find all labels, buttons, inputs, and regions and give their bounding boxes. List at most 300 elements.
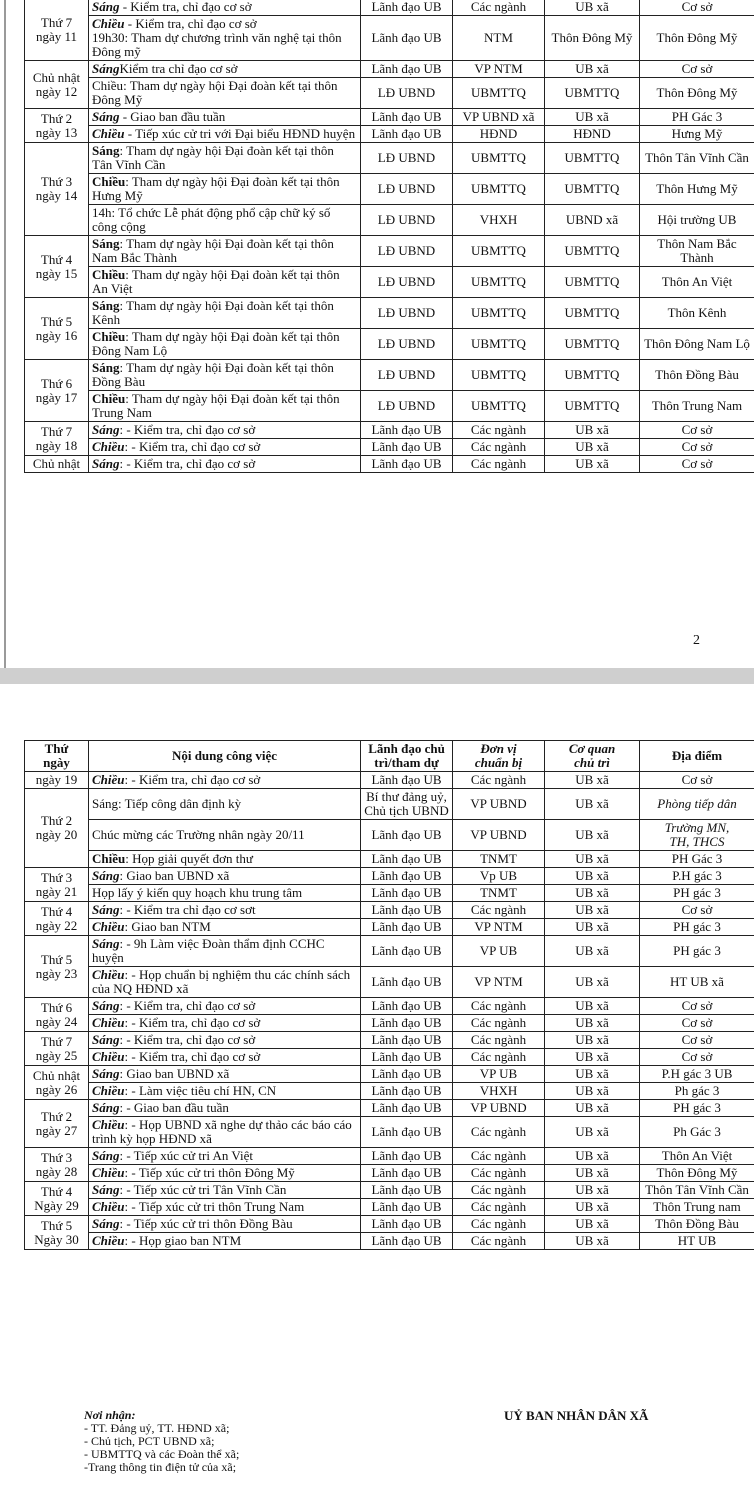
content-text: - Kiểm tra, chỉ đạo cơ sở 19h30: Tham dự chương trình văn nghệ tại thôn Đông mỹ: [92, 16, 342, 59]
lead-cell: Lãnh đạo UB: [361, 885, 453, 902]
table-row: [25, 998, 754, 1015]
lead-cell: Lãnh đạo UB: [361, 1148, 453, 1165]
prep-cell: HĐND: [453, 126, 545, 143]
content-cell: [89, 329, 361, 360]
prep-cell: UBMTTQ: [453, 78, 545, 109]
table-row: [25, 1066, 754, 1083]
host-cell: UB xã: [545, 1165, 640, 1182]
table-row: [25, 1032, 754, 1049]
table-row: [25, 936, 754, 967]
content-cell: [89, 422, 361, 439]
place-cell: PH gác 3: [640, 919, 754, 936]
content-cell: [89, 1083, 361, 1100]
day-cell: Thứ 5 Ngày 30: [25, 1216, 89, 1250]
lead-cell: Lãnh đạo UB: [361, 1165, 453, 1182]
content-text: : - Kiểm tra, chỉ đạo cơ sở: [119, 1032, 256, 1047]
place-cell: HT UB: [640, 1233, 754, 1250]
table-row: [25, 267, 754, 298]
prep-cell: TNMT: [453, 851, 545, 868]
content-cell: [89, 998, 361, 1015]
place-cell: Ph Gác 3: [640, 1117, 754, 1148]
content-cell: [89, 1199, 361, 1216]
session-label: Chiều: [92, 1165, 125, 1180]
host-cell: UB xã: [545, 456, 640, 473]
content-text: : - 9h Làm việc Đoàn thẩm định CCHC huyện: [92, 936, 325, 965]
host-cell: UB xã: [545, 0, 640, 16]
prep-cell: VP UB: [453, 936, 545, 967]
place-cell: Thôn Đông Mỹ: [640, 78, 754, 109]
place-cell: Trường MN, TH, THCS: [640, 820, 754, 851]
table-row: [25, 885, 754, 902]
lead-cell: Lãnh đạo UB: [361, 820, 453, 851]
table-row: [25, 298, 754, 329]
place-cell: Cơ sở: [640, 0, 754, 16]
table-row: [25, 174, 754, 205]
content-text: 14h: Tổ chức Lễ phát động phổ cập chữ ký số công cộng: [92, 205, 331, 234]
lead-cell: Lãnh đạo UB: [361, 1216, 453, 1233]
place-cell: Cơ sở: [640, 1049, 754, 1066]
host-cell: UB xã: [545, 902, 640, 919]
prep-cell: Các ngành: [453, 1117, 545, 1148]
host-cell: UBMTTQ: [545, 78, 640, 109]
place-cell: Thôn Tân Vĩnh Cần: [640, 143, 754, 174]
session-label: Chiều: [92, 1083, 125, 1098]
host-cell: UB xã: [545, 1015, 640, 1032]
prep-cell: UBMTTQ: [453, 391, 545, 422]
content-text: : - Tiếp xúc cử tri Tân Vĩnh Cần: [119, 1182, 287, 1197]
session-label: Chiều: [92, 1199, 125, 1214]
lead-cell: LĐ UBND: [361, 205, 453, 236]
host-cell: UB xã: [545, 1148, 640, 1165]
session-label: Chiều: [92, 1233, 125, 1248]
day-cell: Thứ 4 ngày 22: [25, 902, 89, 936]
session-label: Sáng: [92, 1216, 120, 1231]
prep-cell: Các ngành: [453, 1199, 545, 1216]
document-footer: [84, 1409, 744, 1474]
content-text: : Tham dự ngày hội Đại đoàn kết tại thôn Hưng Mỹ: [92, 174, 340, 203]
content-text: : - Tiếp xúc cử tri thôn Đồng Bàu: [119, 1216, 293, 1231]
content-cell: [89, 267, 361, 298]
table-row: [25, 78, 754, 109]
day-cell: Thứ 2 ngày 27: [25, 1100, 89, 1148]
table-row: [25, 439, 754, 456]
table-row: [25, 820, 754, 851]
day-cell: Thứ 4 Ngày 29: [25, 1182, 89, 1216]
prep-cell: Các ngành: [453, 456, 545, 473]
prep-cell: Các ngành: [453, 1148, 545, 1165]
lead-cell: Lãnh đạo UB: [361, 967, 453, 998]
lead-cell: Lãnh đạo UB: [361, 1199, 453, 1216]
content-text: : Tham dự ngày hội Đại đoàn kết tại thôn Trung Nam: [92, 391, 340, 420]
content-cell: [89, 868, 361, 885]
content-text: : Giao ban NTM: [124, 919, 211, 934]
content-cell: [89, 109, 361, 126]
table-row: [25, 902, 754, 919]
place-cell: Thôn Đông Mỹ: [640, 16, 754, 61]
session-label: Sáng: [92, 298, 120, 313]
content-text: : Họp giải quyết đơn thư: [125, 851, 253, 866]
session-label: Sáng: [92, 109, 120, 124]
content-text: Sáng: Tiếp công dân định kỳ: [92, 796, 242, 811]
session-label: Chiều: [92, 78, 124, 93]
content-text: : Tham dự ngày hội Đại đoàn kết tại thôn Nam Bắc Thành: [92, 236, 334, 265]
place-cell: Cơ sở: [640, 61, 754, 78]
table-row: [25, 1049, 754, 1066]
place-cell: Hưng Mỹ: [640, 126, 754, 143]
session-label: Chiều: [92, 16, 125, 31]
prep-cell: VP UB: [453, 1066, 545, 1083]
lead-cell: Lãnh đạo UB: [361, 1049, 453, 1066]
place-cell: Thôn An Việt: [640, 1148, 754, 1165]
prep-cell: VP UBND xã: [453, 109, 545, 126]
host-cell: UB xã: [545, 789, 640, 820]
session-label: Sáng: [92, 143, 120, 158]
content-cell: [89, 360, 361, 391]
session-label: Chiều: [92, 851, 126, 866]
host-cell: UB xã: [545, 1199, 640, 1216]
table-row: [25, 109, 754, 126]
content-cell: [89, 0, 361, 16]
session-label: Sáng: [92, 236, 120, 251]
place-cell: Ph gác 3: [640, 1083, 754, 1100]
content-cell: [89, 1165, 361, 1182]
session-label: Sáng: [92, 360, 120, 375]
content-cell: [89, 772, 361, 789]
host-cell: UB xã: [545, 1049, 640, 1066]
host-cell: UBMTTQ: [545, 143, 640, 174]
host-cell: UB xã: [545, 1083, 640, 1100]
prep-cell: UBMTTQ: [453, 360, 545, 391]
day-cell: Thứ 7 ngày 11: [25, 0, 89, 61]
place-cell: Thôn Kênh: [640, 298, 754, 329]
day-cell: Chủ nhật ngày 12: [25, 61, 89, 109]
session-label: Chiều: [92, 439, 125, 454]
host-cell: UBMTTQ: [545, 174, 640, 205]
table-row: [25, 61, 754, 78]
lead-cell: Lãnh đạo UB: [361, 936, 453, 967]
session-label: Chiều: [92, 267, 126, 282]
recipient-line: -Trang thông tin điện tử của xã;: [84, 1460, 237, 1474]
host-cell: UB xã: [545, 820, 640, 851]
prep-cell: Các ngành: [453, 0, 545, 16]
session-label: Sáng: [92, 1148, 120, 1163]
day-cell: Thứ 3 ngày 21: [25, 868, 89, 902]
place-cell: HT UB xã: [640, 967, 754, 998]
place-cell: Cơ sở: [640, 422, 754, 439]
prep-cell: VP UBND: [453, 820, 545, 851]
lead-cell: Lãnh đạo UB: [361, 998, 453, 1015]
prep-cell: Các ngành: [453, 1216, 545, 1233]
content-cell: [89, 174, 361, 205]
place-cell: PH Gác 3: [640, 851, 754, 868]
table-row: [25, 1117, 754, 1148]
host-cell: UBMTTQ: [545, 298, 640, 329]
lead-cell: Lãnh đạo UB: [361, 61, 453, 78]
lead-cell: Lãnh đạo UB: [361, 456, 453, 473]
content-text: : Tham dự ngày hội Đại đoàn kết tại thôn Đồng Bàu: [92, 360, 334, 389]
session-label: Chiều: [92, 772, 125, 787]
session-label: Chiều: [92, 919, 125, 934]
recipients-title: Nơi nhận:: [84, 1408, 136, 1422]
lead-cell: LĐ UBND: [361, 174, 453, 205]
prep-cell: Các ngành: [453, 1165, 545, 1182]
lead-cell: Lãnh đạo UB: [361, 1100, 453, 1117]
content-text: : - Kiểm tra, chỉ đạo cơ sở: [119, 422, 256, 437]
content-text: : - Họp giao ban NTM: [124, 1233, 242, 1248]
session-label: Sáng: [92, 902, 120, 917]
table-row: [25, 422, 754, 439]
host-cell: UBMTTQ: [545, 267, 640, 298]
content-text: : Giao ban UBND xã: [119, 1066, 230, 1081]
prep-cell: Các ngành: [453, 1233, 545, 1250]
lead-cell: LĐ UBND: [361, 236, 453, 267]
content-cell: [89, 1015, 361, 1032]
content-cell: [89, 1117, 361, 1148]
content-cell: [89, 919, 361, 936]
recipient-line: - TT. Đảng uỷ, TT. HĐND xã;: [84, 1421, 230, 1435]
session-label: Chiều: [92, 329, 126, 344]
prep-cell: UBMTTQ: [453, 267, 545, 298]
content-cell: [89, 16, 361, 61]
recipient-line: - Chủ tịch, PCT UBND xã;: [84, 1434, 215, 1448]
day-cell: Thứ 5 ngày 23: [25, 936, 89, 998]
content-cell: [89, 936, 361, 967]
prep-cell: VP UBND: [453, 789, 545, 820]
content-text: : Tham dự ngày hội Đại đoàn kết tại thôn Tân Vĩnh Cần: [92, 143, 334, 172]
lead-cell: Lãnh đạo UB: [361, 851, 453, 868]
table-row: [25, 1165, 754, 1182]
content-text: : - Làm việc tiêu chí HN, CN: [124, 1083, 277, 1098]
day-cell: Thứ 4 ngày 15: [25, 236, 89, 298]
page-number: 2: [693, 633, 700, 648]
place-cell: Thôn Hưng Mỹ: [640, 174, 754, 205]
prep-cell: Các ngành: [453, 998, 545, 1015]
content-cell: [89, 851, 361, 868]
content-text: Kiểm tra chỉ đạo cơ sở: [119, 61, 238, 76]
table-row: [25, 1100, 754, 1117]
lead-cell: LĐ UBND: [361, 391, 453, 422]
table-row: [25, 851, 754, 868]
session-label: Sáng: [92, 1066, 120, 1081]
host-cell: UB xã: [545, 967, 640, 998]
place-cell: Thôn Nam Bắc Thành: [640, 236, 754, 267]
lead-cell: Bí thư đảng uỷ, Chủ tịch UBND: [361, 789, 453, 820]
table-row: [25, 919, 754, 936]
prep-cell: Các ngành: [453, 439, 545, 456]
content-text: : Giao ban UBND xã: [119, 868, 230, 883]
place-cell: P.H gác 3: [640, 868, 754, 885]
lead-cell: Lãnh đạo UB: [361, 919, 453, 936]
content-cell: [89, 1233, 361, 1250]
content-text: : - Kiểm tra, chỉ đạo cơ sở: [119, 456, 256, 471]
content-cell: [89, 967, 361, 998]
header-host: Cơ quan chủ trì: [545, 741, 640, 772]
lead-cell: Lãnh đạo UB: [361, 902, 453, 919]
table-row: [25, 456, 754, 473]
place-cell: Cơ sở: [640, 772, 754, 789]
content-cell: [89, 1049, 361, 1066]
prep-cell: UBMTTQ: [453, 298, 545, 329]
day-cell: Thứ 2 ngày 20: [25, 789, 89, 868]
prep-cell: VHXH: [453, 1083, 545, 1100]
session-label: Chiều: [92, 174, 126, 189]
place-cell: Thôn Trung Nam: [640, 391, 754, 422]
content-text: : - Họp chuẩn bị nghiệm thu các chính sách của NQ HĐND xã: [92, 967, 351, 996]
prep-cell: VP NTM: [453, 967, 545, 998]
prep-cell: UBMTTQ: [453, 143, 545, 174]
prep-cell: Các ngành: [453, 772, 545, 789]
lead-cell: LĐ UBND: [361, 78, 453, 109]
lead-cell: Lãnh đạo UB: [361, 1066, 453, 1083]
prep-cell: VHXH: [453, 205, 545, 236]
host-cell: UBMTTQ: [545, 360, 640, 391]
content-cell: [89, 789, 361, 820]
day-cell: Thứ 6 ngày 24: [25, 998, 89, 1032]
session-label: Sáng: [92, 61, 120, 76]
lead-cell: Lãnh đạo UB: [361, 109, 453, 126]
place-cell: Cơ sở: [640, 439, 754, 456]
content-text: : - Tiếp xúc cử tri thôn Trung Nam: [124, 1199, 305, 1214]
prep-cell: Các ngành: [453, 422, 545, 439]
place-cell: Cơ sở: [640, 1015, 754, 1032]
lead-cell: Lãnh đạo UB: [361, 1032, 453, 1049]
host-cell: UBMTTQ: [545, 329, 640, 360]
content-text: : - Họp UBND xã nghe dự thảo các báo cáo trình kỳ họp HĐND xã: [92, 1117, 352, 1146]
lead-cell: Lãnh đạo UB: [361, 126, 453, 143]
table-row: [25, 789, 754, 820]
prep-cell: Các ngành: [453, 1182, 545, 1199]
place-cell: Thôn Tân Vĩnh Cần: [640, 1182, 754, 1199]
prep-cell: NTM: [453, 16, 545, 61]
table-row: [25, 0, 754, 16]
day-cell: Thứ 3 ngày 28: [25, 1148, 89, 1182]
lead-cell: LĐ UBND: [361, 329, 453, 360]
table-row: [25, 1216, 754, 1233]
place-cell: Thôn Đông Mỹ: [640, 1165, 754, 1182]
place-cell: Thôn An Việt: [640, 267, 754, 298]
host-cell: UBMTTQ: [545, 391, 640, 422]
day-cell: Thứ 7 ngày 25: [25, 1032, 89, 1066]
prep-cell: VP NTM: [453, 61, 545, 78]
lead-cell: Lãnh đạo UB: [361, 1117, 453, 1148]
content-text: : Tham dự ngày hội Đại đoàn kết tại thôn Kênh: [92, 298, 334, 327]
content-text: - Tiếp xúc cử tri với Đại biểu HĐND huyện: [124, 126, 356, 141]
prep-cell: Vp UB: [453, 868, 545, 885]
header-place: Địa điểm: [640, 741, 754, 772]
session-label: Chiều: [92, 1015, 125, 1030]
prep-cell: Các ngành: [453, 1049, 545, 1066]
document-page-2: [0, 684, 754, 1500]
lead-cell: Lãnh đạo UB: [361, 422, 453, 439]
host-cell: UB xã: [545, 1117, 640, 1148]
place-cell: P.H gác 3 UB: [640, 1066, 754, 1083]
content-cell: [89, 439, 361, 456]
lead-cell: Lãnh đạo UB: [361, 1015, 453, 1032]
session-label: Chiều: [92, 1117, 125, 1132]
content-cell: [89, 78, 361, 109]
schedule-table-page-1: [24, 0, 754, 473]
schedule-table-page-2: [24, 740, 754, 1250]
content-cell: [89, 456, 361, 473]
prep-cell: Các ngành: [453, 902, 545, 919]
content-cell: [89, 1182, 361, 1199]
place-cell: PH Gác 3: [640, 109, 754, 126]
table-row: [25, 126, 754, 143]
host-cell: UB xã: [545, 936, 640, 967]
lead-cell: Lãnh đạo UB: [361, 16, 453, 61]
day-cell: Thứ 7 ngày 18: [25, 422, 89, 456]
host-cell: UB xã: [545, 998, 640, 1015]
lead-cell: LĐ UBND: [361, 143, 453, 174]
host-cell: HĐND: [545, 126, 640, 143]
place-cell: Cơ sở: [640, 456, 754, 473]
content-text: : - Giao ban đầu tuần: [119, 1100, 229, 1115]
content-text: : - Kiểm tra, chỉ đạo cơ sở: [119, 998, 256, 1013]
host-cell: UB xã: [545, 422, 640, 439]
content-text: : - Kiểm tra, chỉ đạo cơ sở: [124, 1049, 261, 1064]
content-text: : - Kiểm tra, chỉ đạo cơ sở: [124, 1015, 261, 1030]
place-cell: PH gác 3: [640, 1100, 754, 1117]
host-cell: UB xã: [545, 1216, 640, 1233]
place-cell: PH gác 3: [640, 885, 754, 902]
table-header-row: [25, 741, 754, 772]
table-row: [25, 1083, 754, 1100]
session-label: Sáng: [92, 936, 120, 951]
day-cell: Thứ 5 ngày 16: [25, 298, 89, 360]
content-text: : - Tiếp xúc cử tri thôn Đông Mỹ: [124, 1165, 295, 1180]
content-text: : Tham dự ngày hội Đại đoàn kết tại thôn Đông Mỹ: [92, 78, 338, 107]
session-label: Sáng: [92, 868, 120, 883]
content-text: : - Kiểm tra, chỉ đạo cơ sở: [124, 439, 261, 454]
content-text: : - Tiếp xúc cử tri An Việt: [119, 1148, 253, 1163]
host-cell: UB xã: [545, 868, 640, 885]
table-row: [25, 391, 754, 422]
session-label: Chiều: [92, 1049, 125, 1064]
prep-cell: Các ngành: [453, 1032, 545, 1049]
content-cell: [89, 1066, 361, 1083]
page-gap: [0, 668, 754, 684]
header-content: Nội dung công việc: [89, 741, 361, 772]
place-cell: Cơ sở: [640, 902, 754, 919]
day-cell: Chủ nhật ngày 26: [25, 1066, 89, 1100]
host-cell: UB xã: [545, 1032, 640, 1049]
prep-cell: UBMTTQ: [453, 236, 545, 267]
content-cell: [89, 236, 361, 267]
lead-cell: Lãnh đạo UB: [361, 1233, 453, 1250]
header-prep: Đơn vị chuẩn bị: [453, 741, 545, 772]
host-cell: UB xã: [545, 885, 640, 902]
content-cell: [89, 885, 361, 902]
session-label: Sáng: [92, 1182, 120, 1197]
content-text: : - Kiểm tra, chỉ đạo cơ sở: [124, 772, 261, 787]
prep-cell: UBMTTQ: [453, 329, 545, 360]
content-cell: [89, 1148, 361, 1165]
content-cell: [89, 61, 361, 78]
lead-cell: Lãnh đạo UB: [361, 868, 453, 885]
place-cell: Cơ sở: [640, 1032, 754, 1049]
table-row: [25, 329, 754, 360]
content-text: - Kiểm tra, chỉ đạo cơ sở: [119, 0, 252, 14]
table-row: [25, 143, 754, 174]
host-cell: UB xã: [545, 439, 640, 456]
host-cell: UB xã: [545, 61, 640, 78]
content-cell: [89, 205, 361, 236]
content-text: : - Kiểm tra chỉ đạo cơ sơt: [119, 902, 256, 917]
host-cell: UBND xã: [545, 205, 640, 236]
session-label: Sáng: [92, 998, 120, 1013]
page-edge: [4, 0, 6, 668]
table-row: [25, 967, 754, 998]
